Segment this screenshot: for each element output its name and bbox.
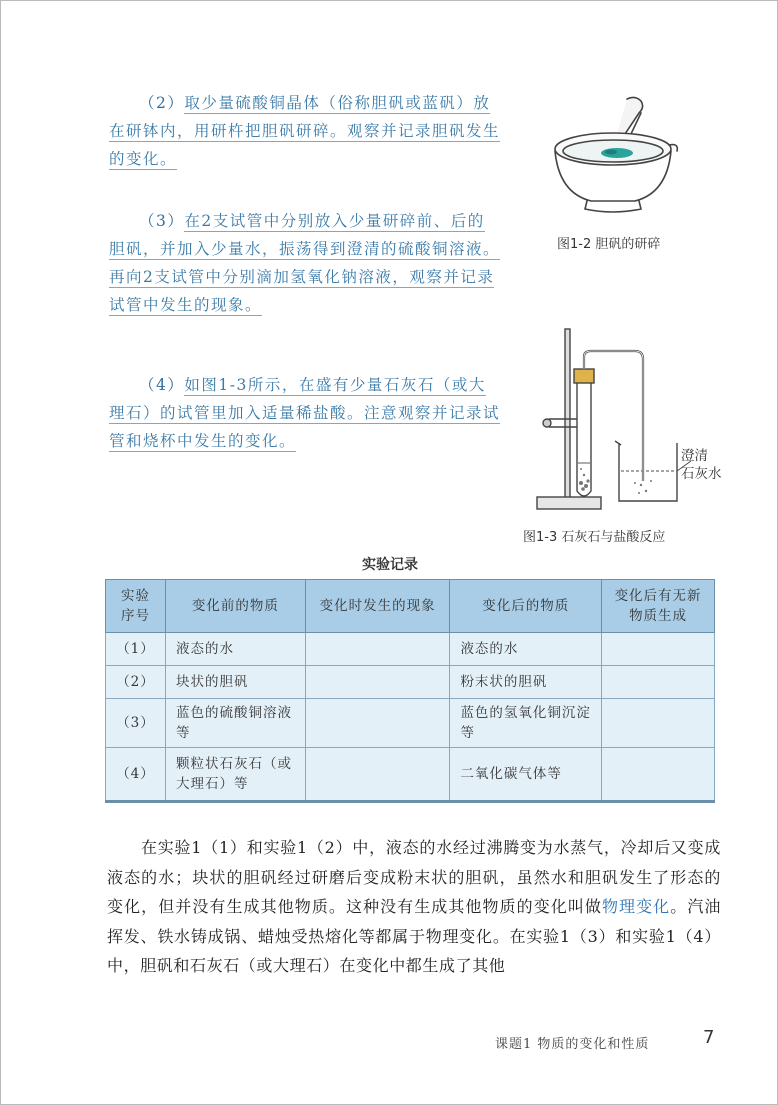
table-title: 实验记录 xyxy=(362,557,418,573)
header-phenomenon: 变化时发生的现象 xyxy=(305,580,450,633)
step-4-text: 如图1-3所示，在盛有少量石灰石（或大理石）的试管里加入适量稀盐酸。注意观察并记录试管和烧杯中发生的变化。 xyxy=(109,376,501,450)
experiment-step-4 xyxy=(109,371,501,455)
limestone-acid-apparatus-illustration xyxy=(531,323,721,515)
step-2-number: （2） xyxy=(139,94,185,112)
row-id: （2） xyxy=(106,666,166,699)
row-new xyxy=(602,748,715,802)
row-after: 粉末状的胆矾 xyxy=(450,666,602,699)
table-row xyxy=(106,748,715,802)
label-line-1: 澄清 xyxy=(681,448,708,464)
row-new xyxy=(602,666,715,699)
row-before: 液态的水 xyxy=(165,633,305,666)
row-new xyxy=(602,699,715,748)
row-id: （3） xyxy=(106,699,166,748)
figure-1-3-caption: 图1-3 石灰石与盐酸反应 xyxy=(523,530,666,545)
header-id: 实验序号 xyxy=(106,580,166,633)
header-before: 变化前的物质 xyxy=(165,580,305,633)
row-phenomenon xyxy=(305,748,450,802)
table-header-row xyxy=(106,580,715,633)
row-phenomenon xyxy=(305,699,450,748)
table-row xyxy=(106,633,715,666)
physical-change-term: 物理变化 xyxy=(601,897,671,916)
paragraph-part-1: 在实验1（1）和实验1（2）中，液态的水经过沸腾变为水蒸气，冷却后又变成液态的水；块状的胆矾经过研磨后变成粉末状的胆矾，虽然水和胆矾发生了形态的变化，但并没有生成其他物质。这种没有生成其他物质的变化叫做 xyxy=(107,838,721,916)
table-row xyxy=(106,699,715,748)
step-4-number: （4） xyxy=(139,376,185,394)
step-3-number: （3） xyxy=(139,212,185,230)
explanation-paragraph xyxy=(107,833,721,981)
table-row xyxy=(106,666,715,699)
row-after: 液态的水 xyxy=(450,633,602,666)
paragraph-part-2: 。汽油挥发、铁水铸成锅、蜡烛受热熔化等都属于物理变化。在实验1（3）和实验1（4）中，胆矾和石灰石（或大理石）在变化中都生成了其他 xyxy=(107,897,721,975)
row-before: 颗粒状石灰石（或大理石）等 xyxy=(165,748,305,802)
row-after: 二氧化碳气体等 xyxy=(450,748,602,802)
figure-1-3-label xyxy=(681,447,722,483)
row-phenomenon xyxy=(305,633,450,666)
label-line-2: 石灰水 xyxy=(681,466,722,482)
header-new-substance: 变化后有无新物质生成 xyxy=(602,580,715,633)
row-id: （1） xyxy=(106,633,166,666)
step-3-text: 在2支试管中分别放入少量研碎前、后的胆矾，并加入少量水，振荡得到澄清的硫酸铜溶液。再向2支试管中分别滴加氢氧化钠溶液，观察并记录试管中发生的现象。 xyxy=(109,212,501,314)
page-number: 7 xyxy=(703,1027,715,1048)
experiment-record-table xyxy=(105,579,715,803)
running-footer-section: 课题1 物质的变化和性质 xyxy=(495,1037,650,1052)
row-new xyxy=(602,633,715,666)
row-phenomenon xyxy=(305,666,450,699)
header-after: 变化后的物质 xyxy=(450,580,602,633)
experiment-step-2 xyxy=(109,89,501,173)
row-before: 块状的胆矾 xyxy=(165,666,305,699)
row-after: 蓝色的氢氧化铜沉淀等 xyxy=(450,699,602,748)
row-id: （4） xyxy=(106,748,166,802)
step-2-text: 取少量硫酸铜晶体（俗称胆矾或蓝矾）放在研钵内，用研杵把胆矾研碎。观察并记录胆矾发生的变化。 xyxy=(109,94,501,168)
figure-1-2-caption: 图1-2 胆矾的研碎 xyxy=(557,237,661,252)
row-before: 蓝色的硫酸铜溶液等 xyxy=(165,699,305,748)
mortar-pestle-illustration xyxy=(549,93,689,218)
experiment-step-3 xyxy=(109,207,501,319)
